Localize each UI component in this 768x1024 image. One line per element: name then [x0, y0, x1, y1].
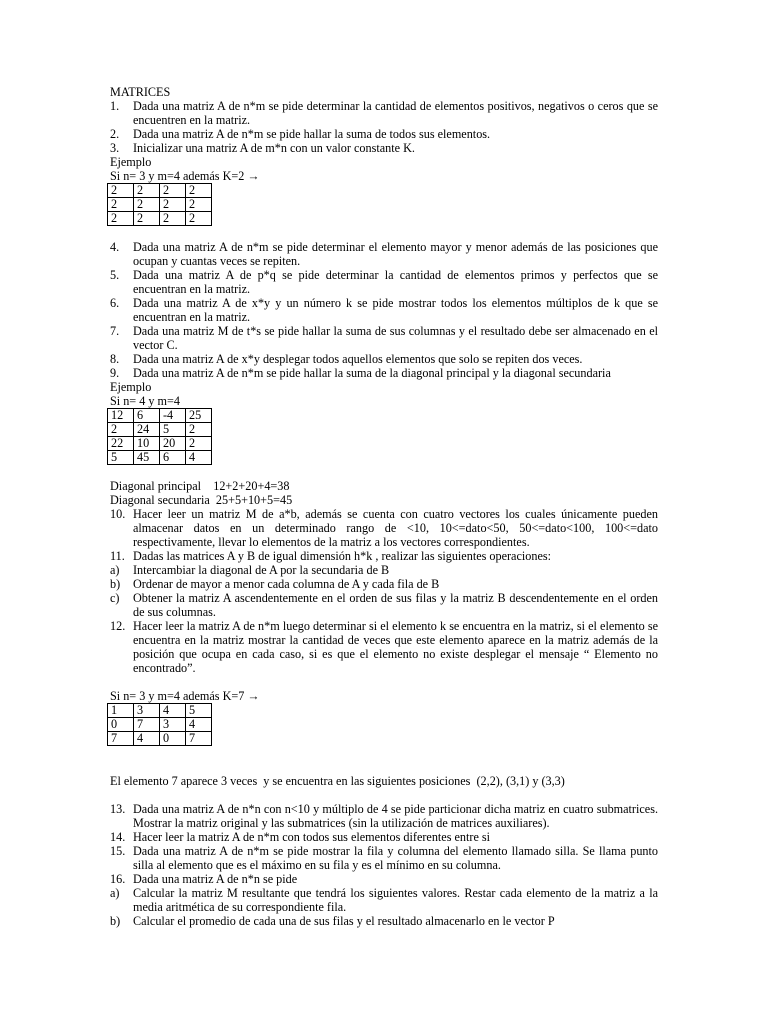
exercise-item — [110, 830, 658, 844]
exercise-number: 8. — [110, 352, 120, 366]
matrix-cell: 4 — [186, 718, 212, 732]
exercise-text: Hacer leer la matriz A de n*m luego determinar si el elemento k se encuentra en la matriz, si el elemento se encuentra en la matriz mostrar la cantidad de veces que este elemento aparece en la matriz además de la posición que ocupa en cada caso, si es que el elemento no existe desplegar el mensaje “ Elemento no encontrado”. — [133, 619, 658, 675]
exercise-text: Dada una matriz A de p*q se pide determinar la cantidad de elementos primos y perfectos que se encuentran en la matriz. — [133, 268, 658, 296]
exercise-text: Dada una matriz A de n*n con n<10 y múltiplo de 4 se pide particionar dicha matriz en cuatro submatrices. Mostrar la matriz original y las submatrices (sin la utilización de matrices auxiliares). — [133, 802, 658, 830]
matrix-cell: 2 — [160, 212, 186, 226]
matrix-cell: 7 — [108, 732, 134, 746]
matrix-row — [108, 451, 212, 465]
exercise-item — [110, 886, 658, 914]
exercise-item — [110, 802, 658, 830]
exercise-item — [110, 563, 658, 577]
matrix-row — [108, 437, 212, 451]
exercise-text: Dadas las matrices A y B de igual dimensión h*k , realizar las siguientes operaciones: — [133, 549, 551, 563]
exercise-list-b — [110, 240, 658, 380]
result-text: El elemento 7 aparece 3 veces y se encuentra en las siguientes posiciones (2,2), (3,1) y (3,3) — [110, 774, 565, 788]
matrix-row — [108, 184, 212, 198]
matrix-cell: -4 — [160, 409, 186, 423]
diagonal-secundaria: Diagonal secundaria 25+5+10+5=45 — [110, 493, 293, 507]
exercise-item — [110, 99, 658, 127]
example-label-1: Ejemplo — [110, 155, 152, 169]
exercise-text: Intercambiar la diagonal de A por la secundaria de B — [133, 563, 390, 577]
exercise-text: Dada una matriz A de n*m se pide hallar la suma de la diagonal principal y la diagonal secundaria — [133, 366, 611, 380]
exercise-item — [110, 591, 658, 619]
example-condition-2: Si n= 4 y m=4 — [110, 394, 180, 408]
exercise-item — [110, 619, 658, 675]
matrix-cell: 0 — [160, 732, 186, 746]
exercise-text: Obtener la matriz A ascendentemente en el orden de sus filas y la matriz B descendentemente en el orden de sus columnas. — [133, 591, 658, 619]
matrix-cell: 4 — [160, 704, 186, 718]
matrix-row — [108, 212, 212, 226]
matrix-cell: 2 — [186, 437, 212, 451]
exercise-item — [110, 296, 658, 324]
example-label-2: Ejemplo — [110, 380, 152, 394]
matrix-cell: 2 — [186, 212, 212, 226]
matrix-cell: 5 — [186, 704, 212, 718]
diagonal-principal: Diagonal principal 12+2+20+4=38 — [110, 479, 290, 493]
exercise-number: 11. — [110, 549, 125, 563]
exercise-number: 13. — [110, 802, 126, 816]
exercise-number: 12. — [110, 619, 126, 633]
matrix-cell: 2 — [134, 198, 160, 212]
matrix-cell: 2 — [108, 198, 134, 212]
exercise-text: Dada una matriz A de n*m se pide determinar el elemento mayor y menor además de las posiciones que ocupan y cuantas veces se repiten. — [133, 240, 658, 268]
exercise-number: b) — [110, 577, 121, 591]
exercise-number: 7. — [110, 324, 120, 338]
matrix-row — [108, 704, 212, 718]
exercise-text: Hacer leer un matriz M de a*b, además se cuenta con cuatro vectores los cuales únicamente pueden almacenar datos en un determinado rango de <10, 10<=dato<50, 50<=dato<100, 100<=dato respectivamente, llevar lo elementos de la matriz a los vectores correspondientes. — [133, 507, 658, 549]
matrix-cell: 2 — [186, 184, 212, 198]
exercise-number: 9. — [110, 366, 120, 380]
exercise-number: a) — [110, 886, 120, 900]
matrix-cell: 7 — [186, 732, 212, 746]
matrix-cell: 20 — [160, 437, 186, 451]
exercise-item — [110, 268, 658, 296]
exercise-text: Hacer leer la matriz A de n*m con todos sus elementos diferentes entre si — [133, 830, 491, 844]
matrix-cell: 2 — [134, 184, 160, 198]
exercise-item — [110, 366, 658, 380]
matrix-table-3 — [107, 703, 212, 746]
exercise-text: Dada una matriz M de t*s se pide hallar la suma de sus columnas y el resultado debe ser almacenado en el vector C. — [133, 324, 658, 352]
exercise-item — [110, 141, 658, 155]
matrix-cell: 3 — [134, 704, 160, 718]
exercise-text: Dada una matriz A de x*y desplegar todos aquellos elementos que solo se repiten dos veces. — [133, 352, 583, 366]
matrix-cell: 45 — [134, 451, 160, 465]
example-condition-3: Si n= 3 y m=4 además K=7 → — [110, 689, 260, 703]
matrix-cell: 10 — [134, 437, 160, 451]
matrix-cell: 2 — [108, 423, 134, 437]
matrix-cell: 5 — [160, 423, 186, 437]
exercise-text: Dada una matriz A de n*m se pide mostrar la fila y columna del elemento llamado silla. Se llama punto silla al elemento que es el máximo en su fila y es el mínimo en su columna. — [133, 844, 658, 872]
exercise-number: c) — [110, 591, 120, 605]
exercise-text: Dada una matriz A de n*m se pide hallar la suma de todos sus elementos. — [133, 127, 491, 141]
exercise-item — [110, 352, 658, 366]
doc-title: MATRICES — [110, 85, 171, 99]
exercise-item — [110, 872, 658, 886]
exercise-list-a — [110, 99, 658, 155]
exercise-item — [110, 324, 658, 352]
matrix-cell: 2 — [160, 184, 186, 198]
example-condition-1: Si n= 3 y m=4 además K=2 → — [110, 169, 260, 183]
matrix-cell: 2 — [108, 184, 134, 198]
exercise-item — [110, 914, 658, 928]
exercise-number: 3. — [110, 141, 120, 155]
matrix-cell: 4 — [134, 732, 160, 746]
matrix-cell: 5 — [108, 451, 134, 465]
exercise-number: 1. — [110, 99, 120, 113]
matrix-cell: 1 — [108, 704, 134, 718]
matrix-cell: 6 — [160, 451, 186, 465]
matrix-row — [108, 423, 212, 437]
matrix-cell: 3 — [160, 718, 186, 732]
exercise-text: Ordenar de mayor a menor cada columna de A y cada fila de B — [133, 577, 440, 591]
matrix-cell: 2 — [108, 212, 134, 226]
exercise-number: 5. — [110, 268, 120, 282]
matrix-cell: 12 — [108, 409, 134, 423]
exercise-number: 14. — [110, 830, 126, 844]
matrix-table-1 — [107, 183, 212, 226]
matrix-cell: 0 — [108, 718, 134, 732]
matrix-row — [108, 198, 212, 212]
exercise-number: 6. — [110, 296, 120, 310]
exercise-number: a) — [110, 563, 120, 577]
exercise-text: Dada una matriz A de x*y y un número k se pide mostrar todos los elementos múltiplos de k que se encuentran en la matriz. — [133, 296, 658, 324]
exercise-text: Dada una matriz A de n*m se pide determinar la cantidad de elementos positivos, negativos o ceros que se encuentren en la matriz. — [133, 99, 658, 127]
exercise-number: 2. — [110, 127, 120, 141]
matrix-cell: 2 — [134, 212, 160, 226]
matrix-cell: 6 — [134, 409, 160, 423]
matrix-row — [108, 732, 212, 746]
matrix-cell: 7 — [134, 718, 160, 732]
exercise-item — [110, 844, 658, 872]
matrix-cell: 2 — [186, 423, 212, 437]
exercise-text: Calcular el promedio de cada una de sus filas y el resultado almacenarlo en le vector P — [133, 914, 555, 928]
matrix-cell: 2 — [160, 198, 186, 212]
matrix-table-2 — [107, 408, 212, 465]
matrix-cell: 25 — [186, 409, 212, 423]
exercise-item — [110, 507, 658, 549]
exercise-number: 10. — [110, 507, 126, 521]
matrix-cell: 22 — [108, 437, 134, 451]
exercise-text: Inicializar una matriz A de m*n con un valor constante K. — [133, 141, 415, 155]
exercise-number: 4. — [110, 240, 120, 254]
matrix-cell: 2 — [186, 198, 212, 212]
matrix-row — [108, 718, 212, 732]
exercise-number: 16. — [110, 872, 126, 886]
exercise-item — [110, 577, 658, 591]
exercise-text: Dada una matriz A de n*n se pide — [133, 872, 298, 886]
matrix-row — [108, 409, 212, 423]
exercise-text: Calcular la matriz M resultante que tendrá los siguientes valores. Restar cada elemento de la matriz a la media aritmética de su correspondiente fila. — [133, 886, 658, 914]
matrix-cell: 24 — [134, 423, 160, 437]
exercise-number: 15. — [110, 844, 126, 858]
matrix-cell: 4 — [186, 451, 212, 465]
exercise-list-c — [110, 507, 658, 675]
exercise-list-d — [110, 802, 658, 928]
exercise-number: b) — [110, 914, 121, 928]
exercise-item — [110, 127, 658, 141]
exercise-item — [110, 549, 658, 563]
document-page — [110, 85, 658, 928]
exercise-item — [110, 240, 658, 268]
